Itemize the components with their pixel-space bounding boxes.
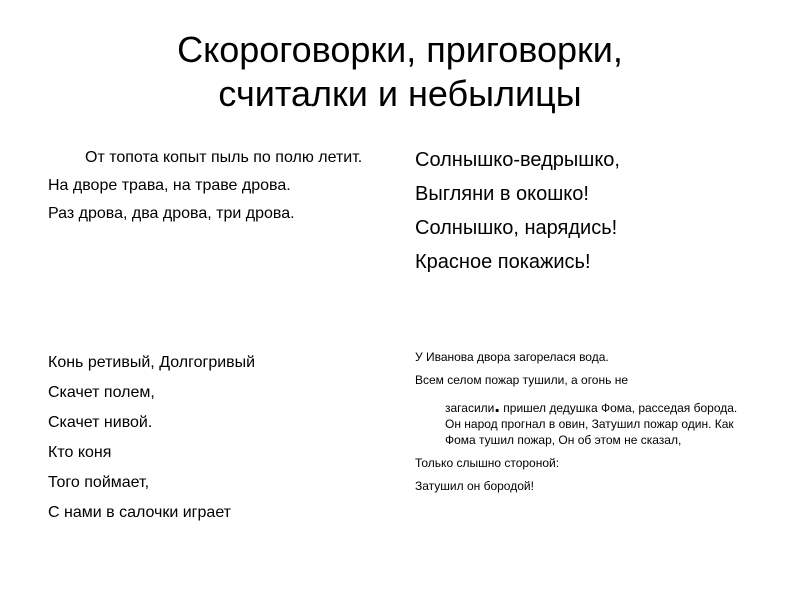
text-fragment: пришел дедушка Фома, раcседая борода. Он народ прогнал в овин, Затушил пожар один. Как Фома тушил пожар, Он об этом не сказал, <box>445 401 738 447</box>
text-line: С нами в салочки играет <box>48 504 232 521</box>
text-line: Красное покажись! <box>415 251 591 273</box>
text-line: Только слышно стороной: <box>415 456 560 470</box>
text-line: Того поймает, <box>48 474 150 491</box>
text-line: Солнышко-ведрышко, <box>415 149 620 171</box>
counting-rhyme-block <box>48 352 398 524</box>
text-line: Конь ретивый, Долгогривый <box>48 354 256 371</box>
text-line: На дворе трава, на траве дрова. <box>48 177 291 194</box>
text-line: Затушил он бородой! <box>415 479 534 493</box>
text-line: Кто коня <box>48 444 112 461</box>
text-line: У Иванова двора загорелася вода. <box>415 350 609 364</box>
text-fragment: загасили <box>445 401 495 415</box>
text-line: Скачет нивой. <box>48 414 153 431</box>
tall-tale-block <box>415 349 755 494</box>
text-line: Солнышко, нарядись! <box>415 217 618 239</box>
text-line: Выгляни в окошко! <box>415 183 589 205</box>
text-fragment-dot: . <box>494 395 500 417</box>
tongue-twisters-block <box>48 146 398 226</box>
text-paragraph <box>415 395 755 448</box>
title-line-2: считалки и небылицы <box>218 73 582 114</box>
text-line: Всем селом пожар тушили, а огонь не <box>415 373 628 387</box>
slide-title <box>0 28 800 116</box>
text-line: Скачет полем, <box>48 384 155 401</box>
chant-block <box>415 147 795 275</box>
text-line: От топота копыт пыль по полю летит. <box>85 149 363 166</box>
text-line: Раз дрова, два дрова, три дрова. <box>48 205 295 222</box>
title-line-1: Скороговорки, приговорки, <box>177 29 623 70</box>
